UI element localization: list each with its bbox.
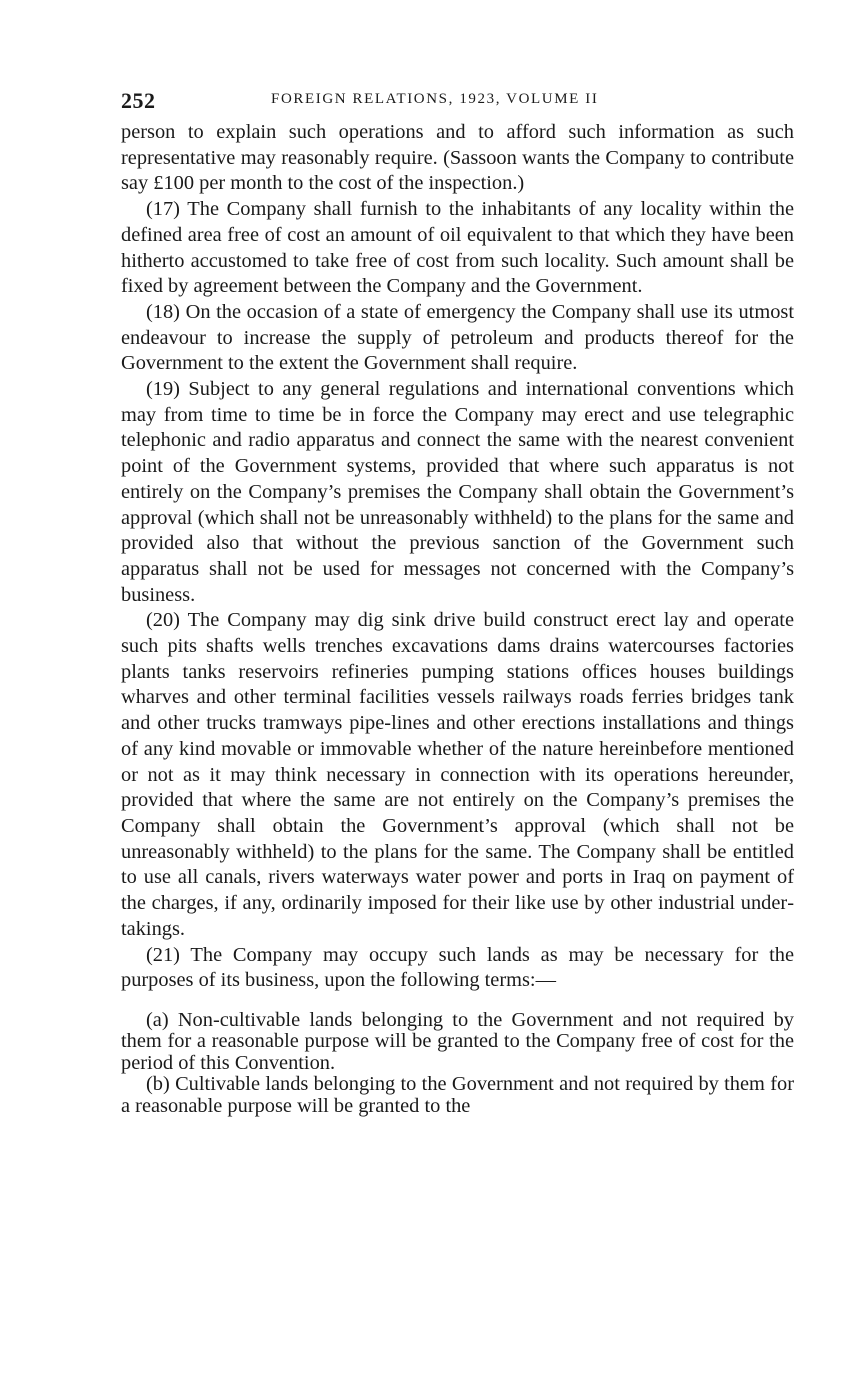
paragraph-17: (17) The Company shall furnish to the inhabitants of any locality within the defined area free of cost an amount of oil equivalent to that which they have been hitherto accustomed to take free of cost from such locality. Such amount shall be fixed by agreement between the Company and the Government.: [121, 198, 794, 298]
body-text: [121, 120, 794, 994]
list-item-b: (b) Cultivable lands belonging to the Government and not required by them for a reasonable purpose will be granted to the: [121, 1073, 794, 1117]
continuation-paragraph: person to explain such operations and to afford such information as such representative may reasonably require. (Sassoon wants the Company to contribute say £100 per month to the cost of the inspection.): [121, 121, 794, 195]
page-number: 252: [121, 88, 156, 113]
document-page: [121, 86, 794, 1117]
running-head: FOREIGN RELATIONS, 1923, VOLUME II: [271, 91, 599, 107]
paragraph-18: (18) On the occasion of a state of emergency the Company shall use its utmost endeavour to increase the supply of petroleum and products thereof for the Government to the extent the Government shall require.: [121, 300, 794, 375]
paragraph-20: (20) The Company may dig sink drive build construct erect lay and operate such pits shafts wells trenches excavations dams drains watercourses factories plants tanks reservoirs refineries pumping stations offices houses buildings wharves and other terminal facilities vessels railways roads ferries bridges tank and other trucks tramways pipe-lines and other erections installations and things of any kind movable or immovable whether of the nature hereinbefore mentioned or not as it may think necessary in connection with its operations hereunder, provided that where the same are not entirely on the Company’s premises the Company shall obtain the Government’s approval (which shall not be unreasonably withheld) to the plans for the same. The Company shall be entitled to use all canals, rivers waterways water power and ports in Iraq on payment of the charges, if any, ordinarily imposed for their like use by other industrial undertakings.: [121, 609, 794, 940]
land-terms-list: [121, 1010, 794, 1118]
page-header: [121, 86, 794, 120]
paragraph-21: (21) The Company may occupy such lands as may be necessary for the purposes of its business, upon the following terms:—: [121, 943, 794, 992]
paragraph-19: (19) Subject to any general regulations and international conventions which may from time to time be in force the Company may erect and use telegraphic telephonic and radio apparatus and connect the same with the nearest convenient point of the Government systems, provided that where such apparatus is not entirely on the Company’s premises the Company shall obtain the Government’s approval (which shall not be unreasonably withheld) to the plans for the same and provided also that without the previous sanction of the Government such apparatus shall not be used for messages not concerned with the Company’s business.: [121, 378, 794, 606]
list-item-a: (a) Non-cultivable lands belonging to the Government and not required by them for a reasonable purpose will be granted to the Company free of cost for the period of this Convention.: [121, 1008, 794, 1074]
